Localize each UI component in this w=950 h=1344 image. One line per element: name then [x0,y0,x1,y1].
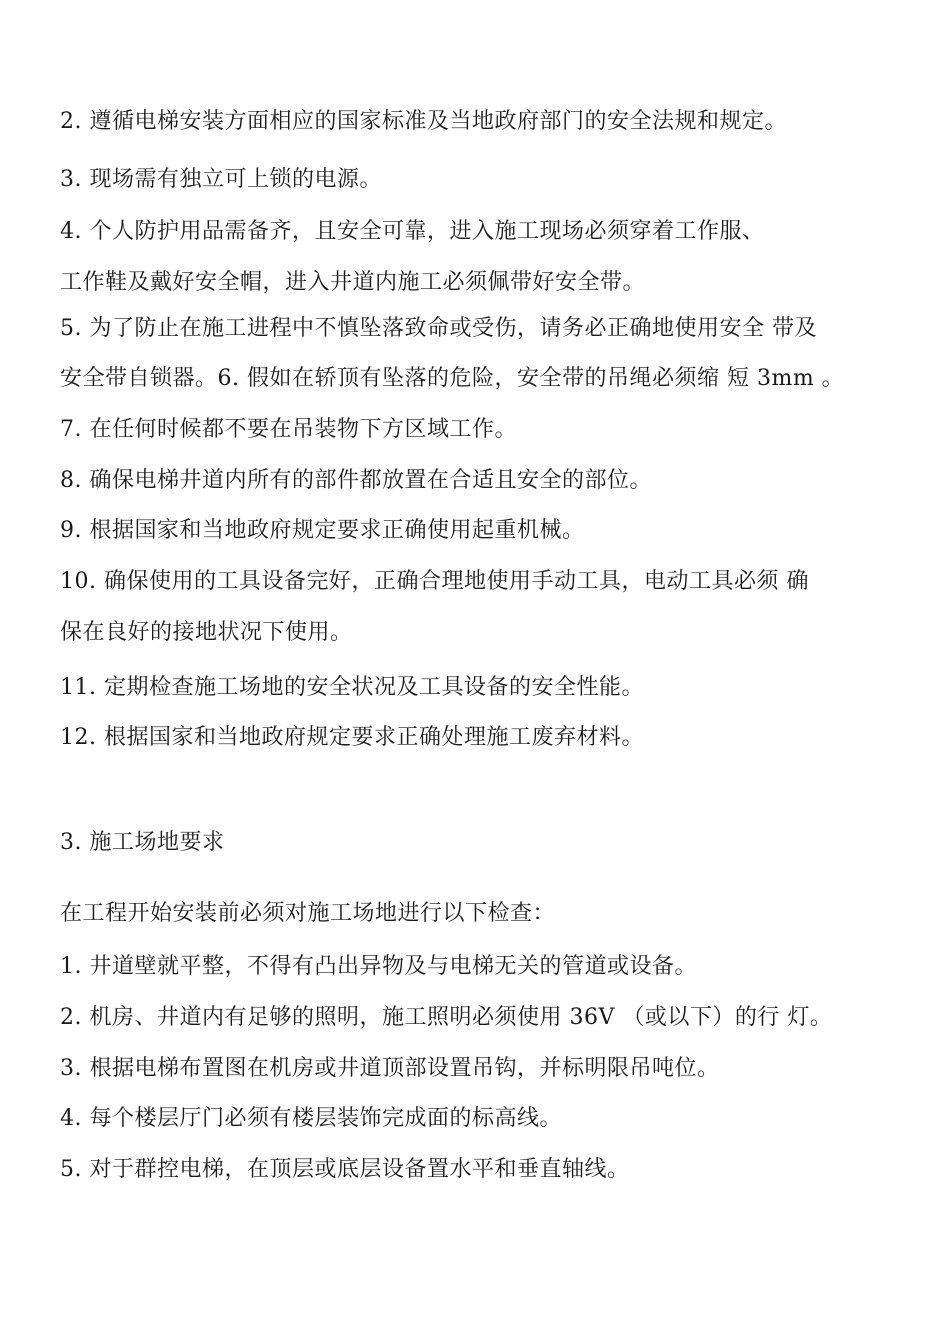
text-line: 5. 为了防止在施工进程中不慎坠落致命或受伤，请务必正确地使用安全 带及 [60,316,817,341]
text-line: 2. 机房、井道内有足够的照明，施工照明必须使用 36V （或以下）的行 灯。 [60,1005,833,1030]
text-line: 工作鞋及戴好安全帽，进入井道内施工必须佩带好安全带。 [60,270,646,295]
text-line: 10. 确保使用的工具设备完好，正确合理地使用手动工具，电动工具必须 确 [60,569,809,594]
text-line: 4. 个人防护用品需备齐，且安全可靠，进入施工现场必须穿着工作服、 [60,219,765,244]
text-line: 7. 在任何时候都不要在吊装物下方区域工作。 [60,417,517,442]
text-line: 9. 根据国家和当地政府规定要求正确使用起重机械。 [60,518,585,543]
text-line: 3. 现场需有独立可上锁的电源。 [60,167,382,192]
text-line: 2. 遵循电梯安装方面相应的国家标准及当地政府部门的安全法规和规定。 [60,109,787,134]
text-line: 5. 对于群控电梯，在顶层或底层设备置水平和垂直轴线。 [60,1157,630,1182]
text-line: 8. 确保电梯井道内所有的部件都放置在合适且安全的部位。 [60,468,652,493]
text-line: 4. 每个楼层厅门必须有楼层装饰完成面的标高线。 [60,1106,562,1131]
text-line: 1. 井道壁就平整，不得有凸出异物及与电梯无关的管道或设备。 [60,954,697,979]
section-heading: 3. 施工场地要求 [60,830,225,855]
text-line: 安全带自锁器。6. 假如在轿顶有坠落的危险，安全带的吊绳必须缩 短 3mm 。 [60,366,845,391]
text-line: 保在良好的接地状况下使用。 [60,620,353,645]
text-line: 在工程开始安装前必须对施工场地进行以下检查： [60,901,556,926]
text-line: 12. 根据国家和当地政府规定要求正确处理施工废弃材料。 [60,725,644,750]
text-line: 3. 根据电梯布置图在机房或井道顶部设置吊钩，并标明限吊吨位。 [60,1056,720,1081]
text-line: 11. 定期检查施工场地的安全状况及工具设备的安全性能。 [60,675,644,700]
